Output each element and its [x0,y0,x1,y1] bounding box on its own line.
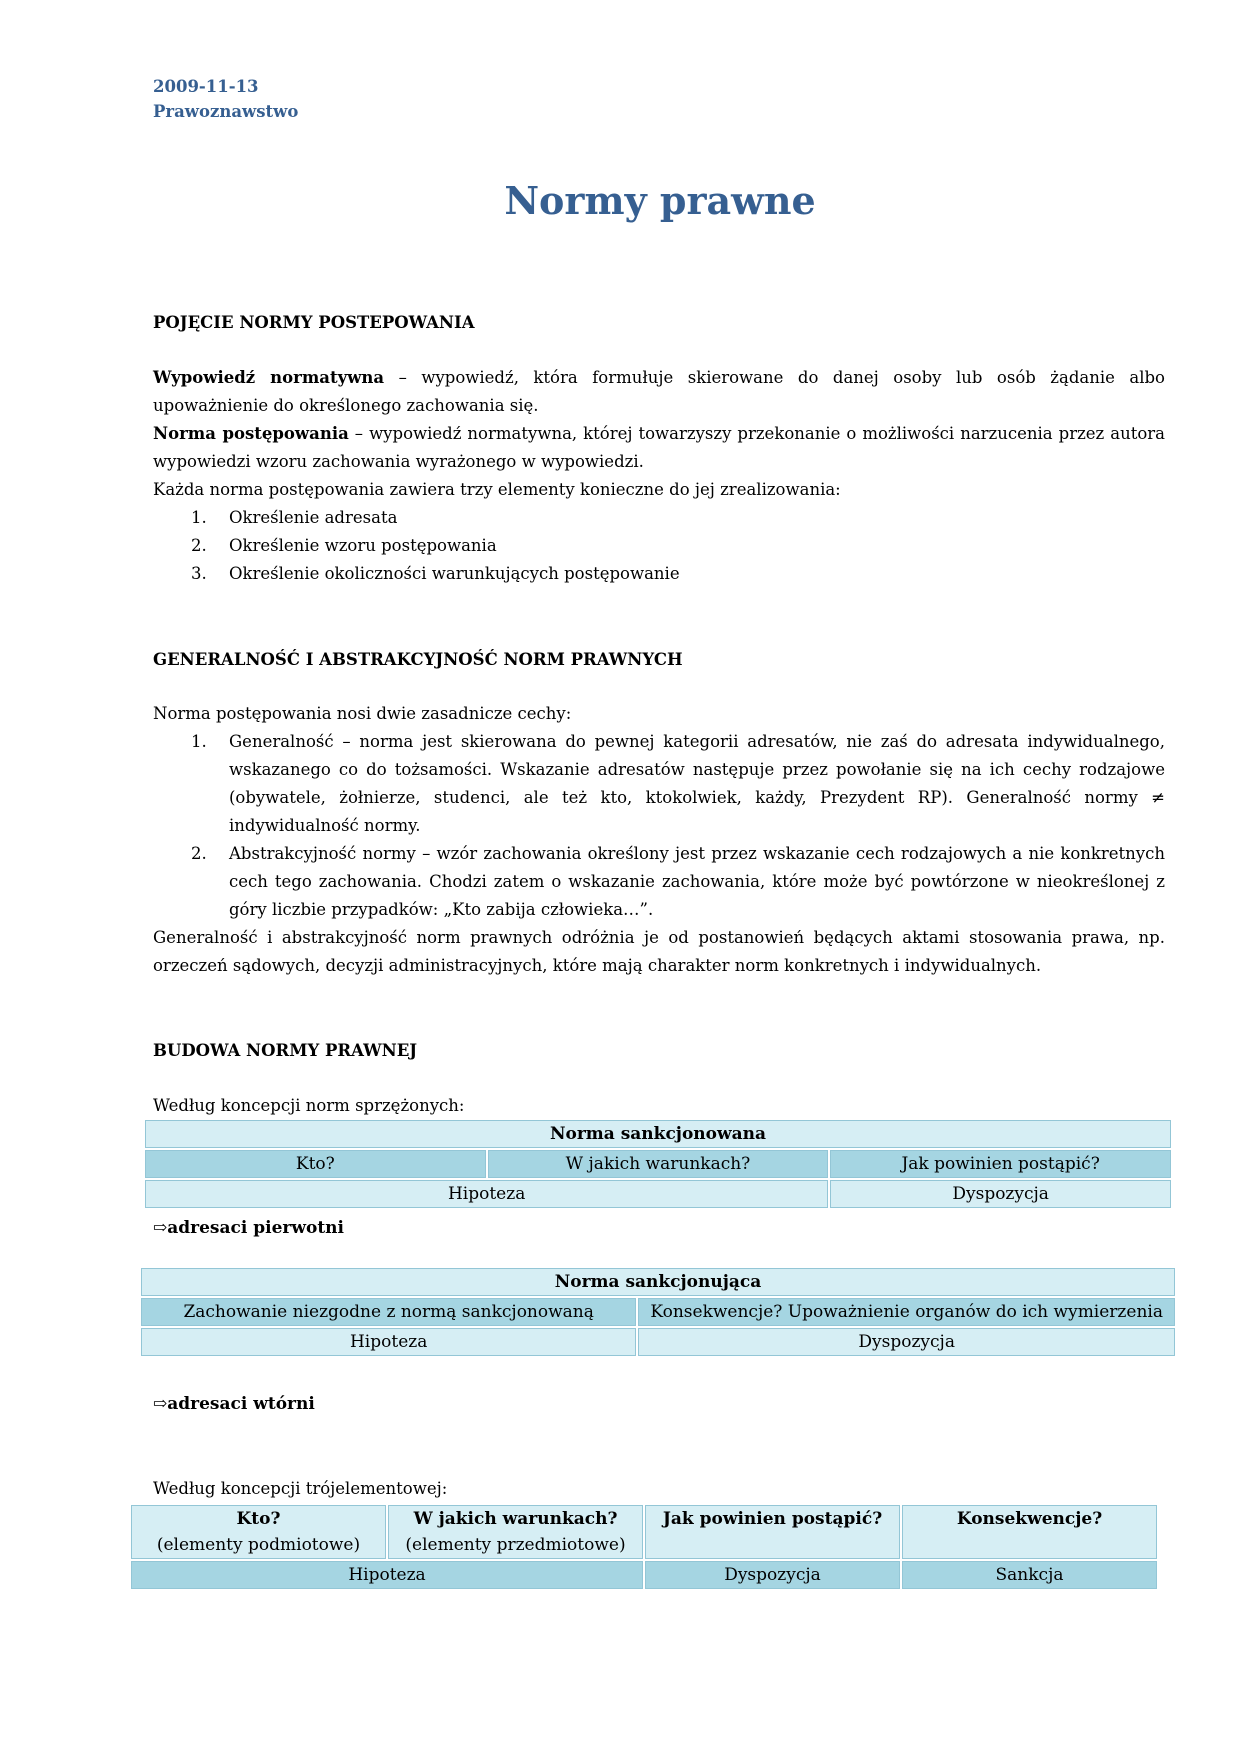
section-heading: POJĘCIE NORMY POSTEPOWANIA [153,313,475,332]
list-number: 2. [191,536,207,555]
list-item [153,728,1165,840]
list-number: 1. [191,732,207,751]
list-item [153,560,1165,588]
document-header [153,74,298,124]
paragraph-closing: Generalność i abstrakcyjność norm prawnych odróżnia je od postanowień będących aktami stosowania prawa, np. orzeczeń sądowych, decyzji administracyjnych, które mają charakter norm konkretnych i indywidualnych. [153,928,1165,975]
table-cell [131,1505,386,1559]
paragraph-intro: Norma postępowania nosi dwie zasadnicze cechy: [153,704,572,723]
table-norma-sankcjonujaca [139,1266,1177,1358]
table-cell: Hipoteza [131,1561,643,1589]
concept2-label [153,1475,1165,1503]
section-generalnosc-body [153,700,1165,980]
table-cell [902,1505,1157,1559]
section-generalnosc [153,646,1165,674]
table-title: Norma sankcjonowana [145,1120,1171,1148]
paragraph-elements-intro: Każda norma postępowania zawiera trzy elementy konieczne do jej zrealizowania: [153,480,841,499]
concept-label: Według koncepcji trójelementowej: [153,1479,448,1498]
table-cell: Jak powinien postąpić? [830,1150,1171,1178]
list-text: Określenie adresata [229,508,398,527]
elements-list [153,504,1165,588]
list-number: 1. [191,508,207,527]
table-cell: Dyspozycja [645,1561,900,1589]
table-cell: Kto? [145,1150,486,1178]
cell-main: Kto? [236,1509,281,1529]
cell-main: Jak powinien postąpić? [662,1509,883,1529]
paragraph-norma [153,420,1165,476]
section-heading: BUDOWA NORMY PRAWNEJ [153,1041,418,1060]
table-cell: Zachowanie niezgodne z normą sankcjonowaną [141,1298,636,1326]
term-wypowiedz: Wypowiedź normatywna [153,368,385,387]
adresaci-pierwotni-label: ⇨adresaci pierwotni [153,1218,344,1238]
table-cell: Hipoteza [141,1328,636,1356]
list-text: Abstrakcyjność normy – wzór zachowania określony jest przez wskazanie cech rodzajowych a nie konkretnych cech tego zachowania. Chodzi zatem o wskazanie zachowania, które może być powtórzone w nieokreślonej z góry liczbie przypadków: „Kto zabija człowieka…”. [229,844,1165,919]
cell-sub: (elementy przedmiotowe) [405,1535,626,1555]
table-cell: Dyspozycja [830,1180,1171,1208]
list-item [153,504,1165,532]
list-text: Określenie wzoru postępowania [229,536,497,555]
section-heading: GENERALNOŚĆ I ABSTRAKCYJNOŚĆ NORM PRAWNYCH [153,650,683,669]
section-pojecie [153,309,1165,337]
paragraph-wypowiedz [153,364,1165,420]
list-text: Określenie okoliczności warunkujących postępowanie [229,564,680,583]
cell-main: Konsekwencje? [956,1509,1103,1529]
definition-text: – wypowiedź, która formułuje skierowane do danej osoby lub osób żądanie albo upoważnienie do określonego zachowania się. [153,368,1165,415]
concept1-label [153,1092,1165,1120]
cell-sub: (elementy podmiotowe) [156,1535,361,1555]
arrow1-block [153,1214,1165,1242]
table-cell: Sankcja [902,1561,1157,1589]
table-cell: Dyspozycja [638,1328,1175,1356]
list-item [153,532,1165,560]
table-cell [645,1505,900,1559]
table-title: Norma sankcjonująca [141,1268,1175,1296]
list-number: 3. [191,564,207,583]
list-text: Generalność – norma jest skierowana do pewnej kategorii adresatów, nie zaś do adresata indywidualnego, wskazanego co do tożsamości. Wskazanie adresatów następuje przez powołanie się na ich cechy rodzajowe (obywatele, żołnierze, studenci, ale też kto, ktokolwiek, każdy, Prezydent RP). Generalność normy ≠ indywidualność normy. [229,732,1165,835]
term-norma: Norma postępowania [153,424,349,443]
table-cell: Konsekwencje? Upoważnienie organów do ich wymierzenia [638,1298,1175,1326]
section-pojecie-body [153,364,1165,588]
table-koncepcja-trojelementowa [129,1503,1159,1591]
features-list [153,728,1165,924]
header-date: 2009-11-13 [153,77,259,96]
cell-main: W jakich warunkach? [413,1509,618,1529]
table-cell [388,1505,643,1559]
list-number: 2. [191,844,207,863]
arrow2-block [153,1390,1165,1418]
concept-label: Według koncepcji norm sprzężonych: [153,1096,465,1115]
page-title: Normy prawne [504,178,816,223]
header-subject: Prawoznawstwo [153,102,299,121]
section-budowa [153,1037,1165,1065]
definition-text: – wypowiedź normatywna, której towarzyszy przekonanie o możliwości narzucenia przez autora wypowiedzi wzoru zachowania wyrażonego w wypowiedzi. [153,424,1165,471]
table-cell: W jakich warunkach? [488,1150,829,1178]
adresaci-wtorni-label: ⇨adresaci wtórni [153,1394,315,1414]
table-norma-sankcjonowana [143,1118,1173,1210]
table-cell: Hipoteza [145,1180,828,1208]
list-item [153,840,1165,924]
